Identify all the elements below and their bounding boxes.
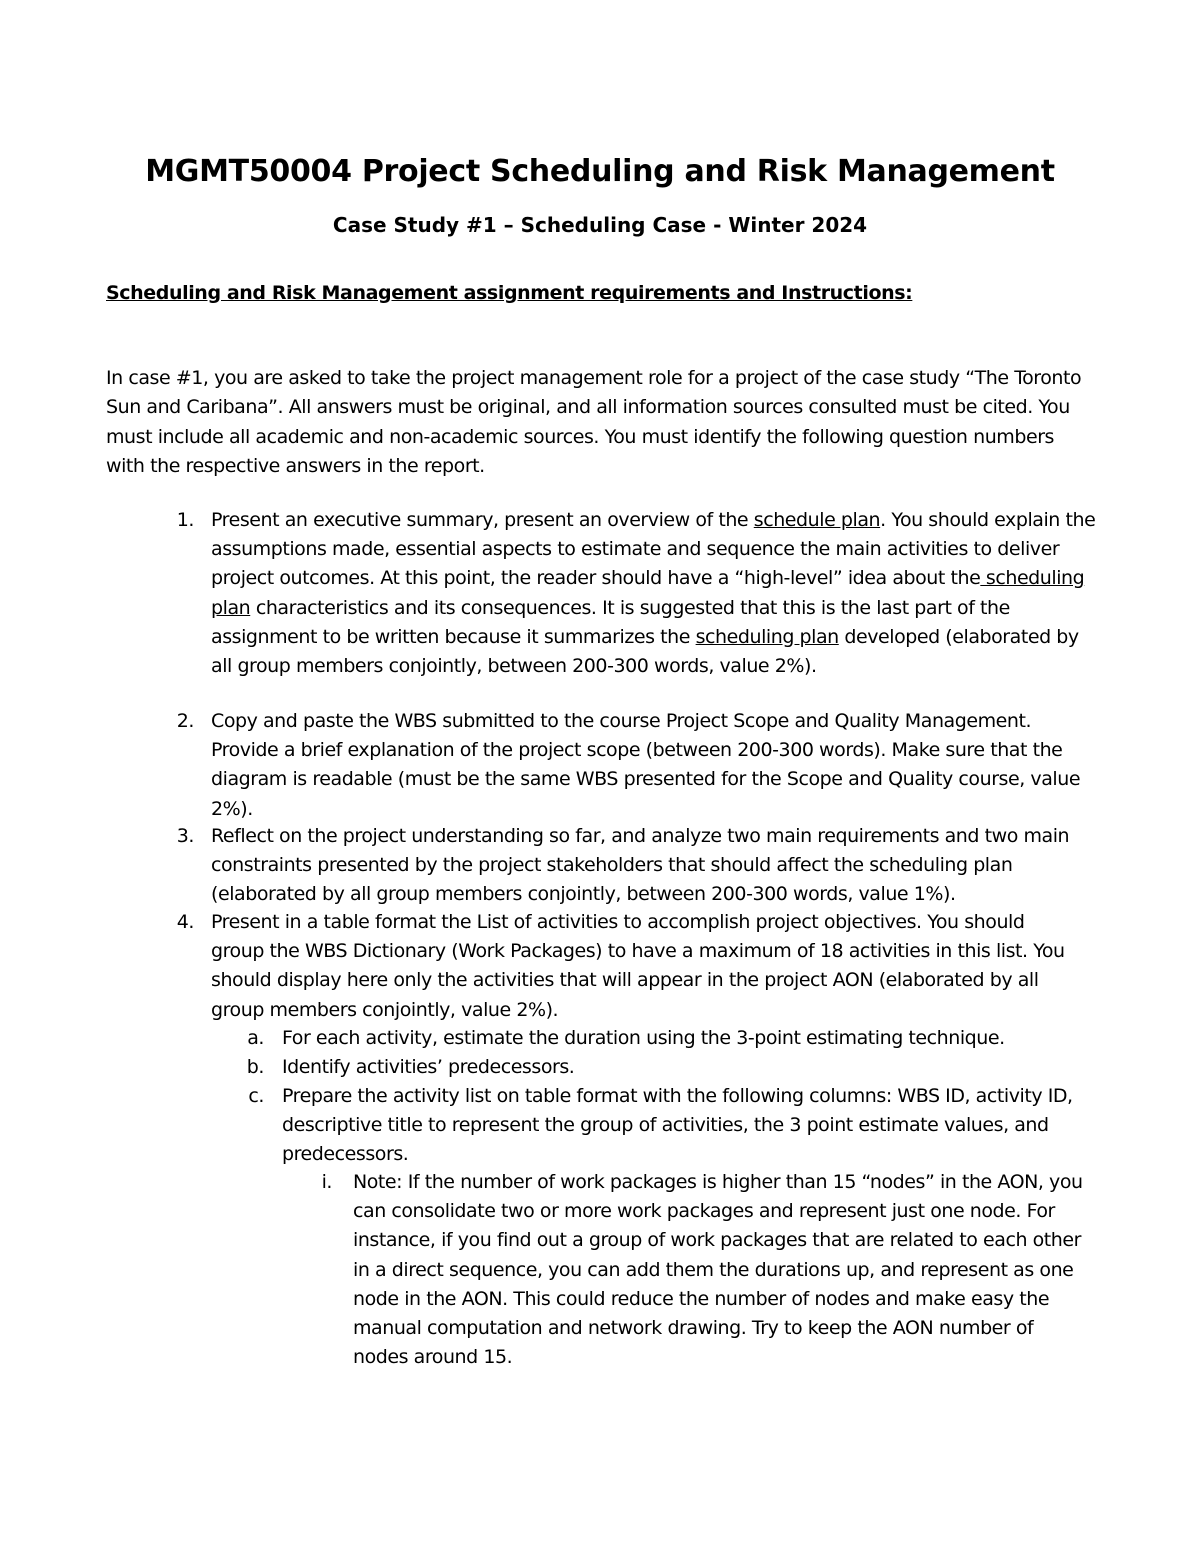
note-numeral: i.	[321, 1171, 332, 1193]
scheduling-plan-term: scheduling plan	[211, 567, 1085, 619]
question-text: Reflect on the project understanding so far, and analyze two main requirements and two main constraints presented by the project stakeholders that should affect the scheduling plan (elaborated by all group members conjointly, between 200-300 words, value 1%).	[211, 825, 1070, 906]
note-text: Note: If the number of work packages is higher than 15 “nodes” in the AON, you can consolidate two or more work packages and represent just one node. For instance, if you find out a group of work packages that are related to each other in a direct sequence, you can add them the durations up, and represent as one node in the AON. This could reduce the number of nodes and make easy the manual computation and network drawing. Try to keep the AON number of nodes around 15.	[353, 1171, 1083, 1369]
section-heading: Scheduling and Risk Management assignment requirements and Instructions:	[106, 282, 913, 304]
question-text: Present in a table format the List of activities to accomplish project objectives. You should group the WBS Dictionary (Work Packages) to have a maximum of 18 activities in this list. You should display here only the activities that will appear in the project AON (elaborated by all group members conjointly, value 2%).	[211, 911, 1065, 1021]
question-text: Copy and paste the WBS submitted to the course Project Scope and Quality Management. Provide a brief explanation of the project scope (between 200-300 words). Make sure that the diagram is readable (must be the same WBS presented for the Scope and Quality course, value 2%).	[211, 710, 1081, 820]
page-title: MGMT50004 Project Scheduling and Risk Management	[145, 154, 1055, 189]
subitem-text: Identify activities’ predecessors.	[282, 1056, 575, 1078]
intro-paragraph: In case #1, you are asked to take the project management role for a project of the case study “The Toronto Sun and Caribana”. All answers must be original, and all information sources consulted must be cited. You must include all academic and non-academic sources. You must identify the following question numbers with the respective answers in the report.	[106, 367, 1082, 478]
question-number: 4.	[176, 911, 194, 933]
subitem-letter: c.	[248, 1085, 264, 1107]
question-number: 2.	[176, 710, 194, 732]
subitem-text: Prepare the activity list on table format with the following columns: WBS ID, activity ID, descriptive title to represent the group of activities, the 3 point estimate values, and predecessors.	[282, 1085, 1073, 1166]
question-number: 3.	[176, 825, 194, 847]
subitem-letter: b.	[246, 1056, 264, 1078]
question-text: Present an executive summary, present an overview of the schedule plan. You should explain the assumptions made, essential aspects to estimate and sequence the main activities to deliver project outcomes. At this point, the reader should have a “high-level” idea about the scheduling plan characteristics and its consequences. It is suggested that this is the last part of the assignment to be written because it summarizes the scheduling plan developed (elaborated by all group members conjointly, between 200-300 words, value 2%).	[211, 509, 1096, 678]
scheduling-plan-term: scheduling plan	[695, 625, 839, 648]
page-subtitle: Case Study #1 – Scheduling Case - Winter 2024	[332, 213, 868, 237]
question-number: 1.	[176, 509, 194, 531]
schedule-plan-term: schedule plan	[753, 509, 881, 531]
subitem-letter: a.	[247, 1027, 264, 1049]
subitem-text: For each activity, estimate the duration using the 3-point estimating technique.	[282, 1027, 1005, 1049]
